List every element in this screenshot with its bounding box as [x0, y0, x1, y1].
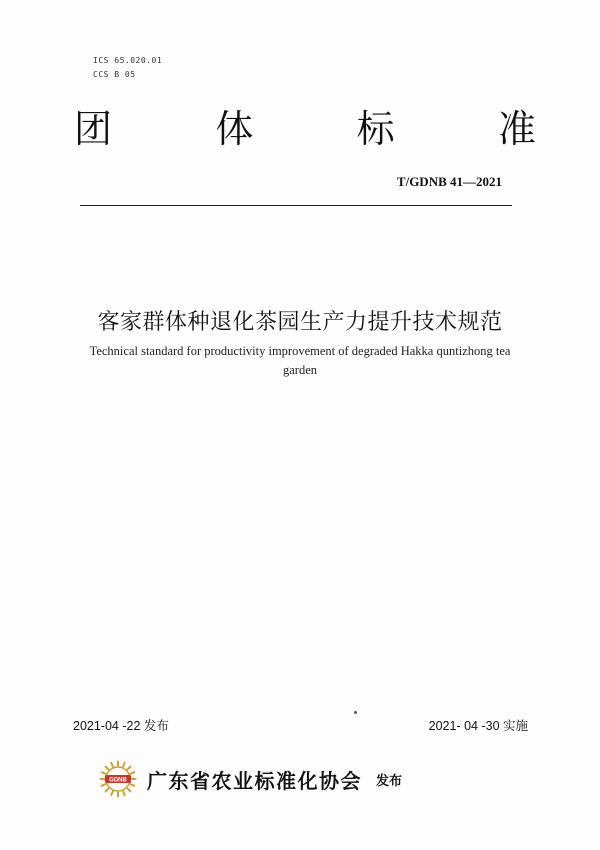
document-type-char-2: 体	[215, 107, 254, 151]
publisher-block	[95, 760, 402, 798]
title-english-line-2: garden	[282, 363, 317, 377]
document-type-char-4: 准	[497, 107, 536, 151]
title-english	[50, 342, 550, 380]
scan-speck	[354, 711, 357, 714]
emblem-text: GDNB	[109, 777, 127, 784]
header-divider	[80, 205, 512, 206]
gdnb-emblem-icon	[95, 760, 141, 798]
title-chinese: 客家群体种退化茶园生产力提升技术规范	[97, 310, 503, 335]
title-english-line-1: Technical standard for productivity improvement of degraded Hakka quntizhong tea	[89, 344, 511, 358]
implementation-date: 2021- 04 -30 实施	[428, 719, 528, 733]
ics-code: ICS 65.020.01	[93, 56, 163, 65]
publisher-name: 广东省农业标准化协会	[147, 768, 362, 793]
standard-number: T/GDNB 41—2021	[396, 174, 502, 189]
document-type-char-3: 标	[356, 107, 395, 151]
document-type-char-1: 团	[73, 107, 112, 151]
issue-date: 2021-04 -22 发布	[73, 719, 169, 733]
ccs-code: CCS B 05	[93, 70, 136, 79]
publisher-action: 发布	[376, 773, 403, 789]
document-type-heading	[70, 98, 540, 153]
